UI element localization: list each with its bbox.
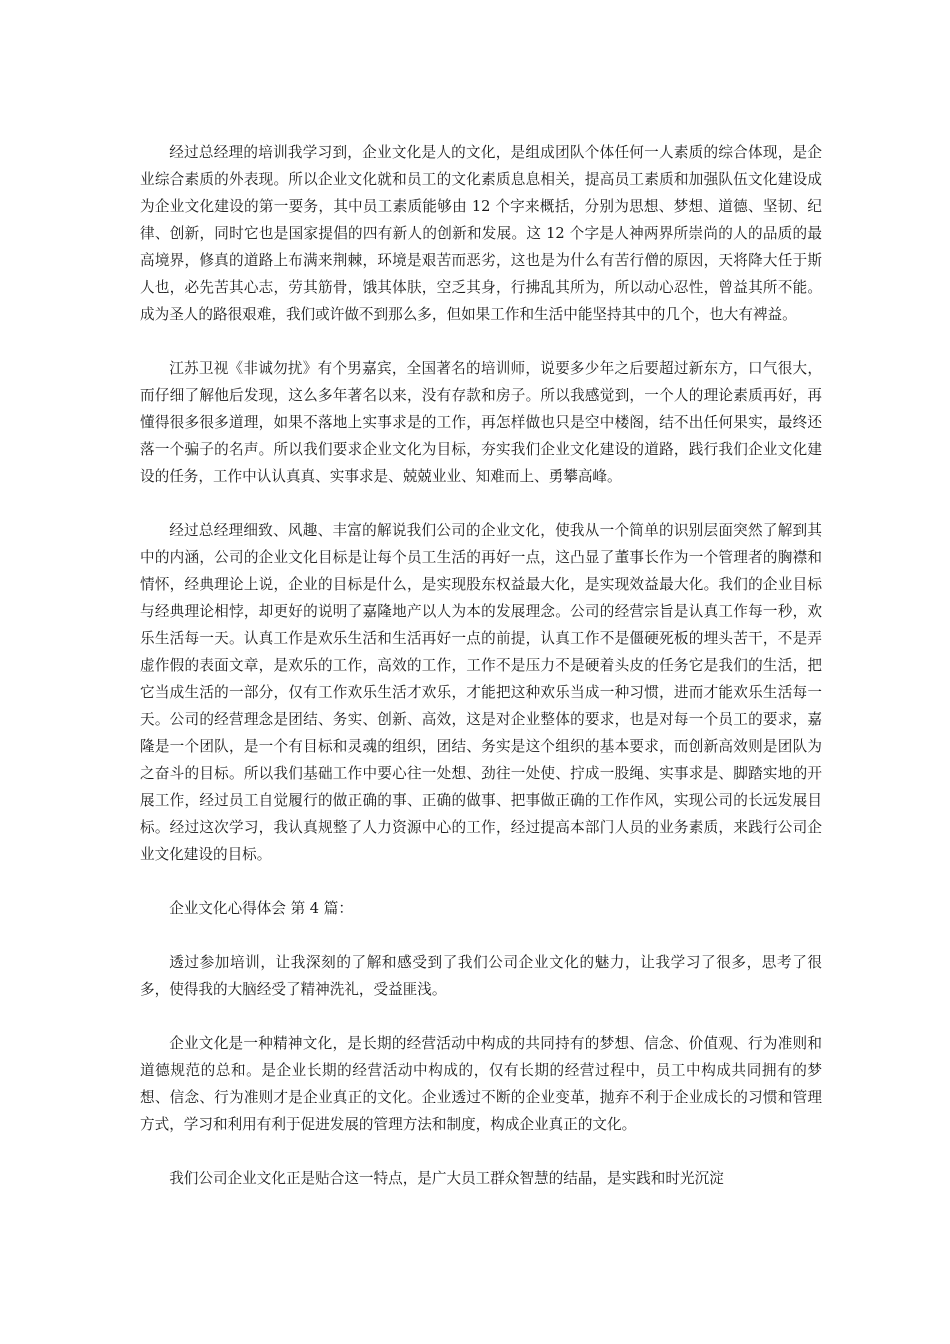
paragraph-spiritual-culture: 企业文化是一种精神文化，是长期的经营活动中构成的共同持有的梦想、信念、价值观、行为准则和道德规范的总和。是企业长期的经营活动中构成的，仅有长期的经营过程中，员工中构成共同拥有的梦想、信念、行为准则才是企业真正的文化。企业透过不断的企业变革，抛弃不利于企业成长的习惯和管理方式，学习和利用有利于促进发展的管理方法和制度，构成企业真正的文化。 [140,1035,822,1133]
paragraph-training-charm: 透过参加培训，让我深刻的了解和感受到了我们公司企业文化的魅力，让我学习了很多，思考了很多，使得我的大脑经受了精神洗礼，受益匪浅。 [140,954,822,998]
paragraph-company-culture-wisdom: 我们公司企业文化正是贴合这一特点，是广大员工群众智慧的结晶，是实践和时光沉淀 [169,1170,724,1187]
paragraph-tv-guest-story: 江苏卫视《非诚勿扰》有个男嘉宾，全国著名的培训师，说要多少年之后要超过新东方，口气很大，而仔细了解他后发现，这么多年著名以来，没有存款和房子。所以我感觉到，一个人的理论素质再好，再懂得很多很多道理，如果不落地上实事求是的工作，再怎样做也只是空中楼阁，结不出任何果实，最终还落一个骗子的名声。所以我们要求企业文化为目标，夯实我们企业文化建设的道路，践行我们企业文化建设的任务，工作中认认真真、实事求是、兢兢业业、知难而上、勇攀高峰。 [140,360,822,485]
paragraph-training-reflection: 经过总经理的培训我学习到，企业文化是人的文化，是组成团队个体任何一人素质的综合体现，是企业综合素质的外表现。所以企业文化就和员工的文化素质息息相关，提高员工素质和加强队伍文化建设成为企业文化建设的第一要务，其中员工素质能够由 12 个字来概括，分别为思想、梦想、道德、坚韧、纪律、创新，同时它也是国家提倡的四有新人的创新和发展。这 12 个字是人神两界所崇尚的人的品质的最高境界，修真的道路上布满来荆棘，环境是艰苦而恶劣，这也是为什么有苦行僧的原因，天将降大任于斯人也，必先苦其心志，劳其筋骨，饿其体肤，空乏其身，行拂乱其所为，所以动心忍性，曾益其所不能。成为圣人的路很艰难，我们或许做不到那么多，但如果工作和生活中能坚持其中的几个，也大有裨益。 [140,144,822,323]
paragraph-company-culture-goals: 经过总经理细致、风趣、丰富的解说我们公司的企业文化，使我从一个简单的识别层面突然了解到其中的内涵，公司的企业文化目标是让每个员工生活的再好一点，这凸显了董事长作为一个管理者的胸襟和情怀，经典理论上说，企业的目标是什么，是实现股东权益最大化，是实现效益最大化。我们的企业目标与经典理论相悖，却更好的说明了嘉隆地产以人为本的发展理念。公司的经营宗旨是认真工作每一秒，欢乐生活每一天。认真工作是欢乐生活和生活再好一点的前提，认真工作不是僵硬死板的埋头苦干，不是弄虚作假的表面文章，是欢乐的工作，高效的工作，工作不是压力不是硬着头皮的任务它是我们的生活，把它当成生活的一部分，仅有工作欢乐生活才欢乐，才能把这种欢乐当成一种习惯，进而才能欢乐生活每一天。公司的经营理念是团结、务实、创新、高效，这是对企业整体的要求，也是对每一个员工的要求，嘉隆是一个团队，是一个有目标和灵魂的组织，团结、务实是这个组织的基本要求，而创新高效则是团队为之奋斗的目标。所以我们基础工作中要心往一处想、劲往一处使、拧成一股绳、实事求是、脚踏实地的开展工作，经过员工自觉履行的做正确的事、正确的做事、把事做正确的工作作风，实现公司的长远发展目标。经过这次学习，我认真规整了人力资源中心的工作，经过提高本部门人员的业务素质，来践行公司企业文化建设的目标。 [140,522,822,863]
document-body [140,139,822,1219]
section-heading: 企业文化心得体会 第 4 篇： [169,900,353,917]
